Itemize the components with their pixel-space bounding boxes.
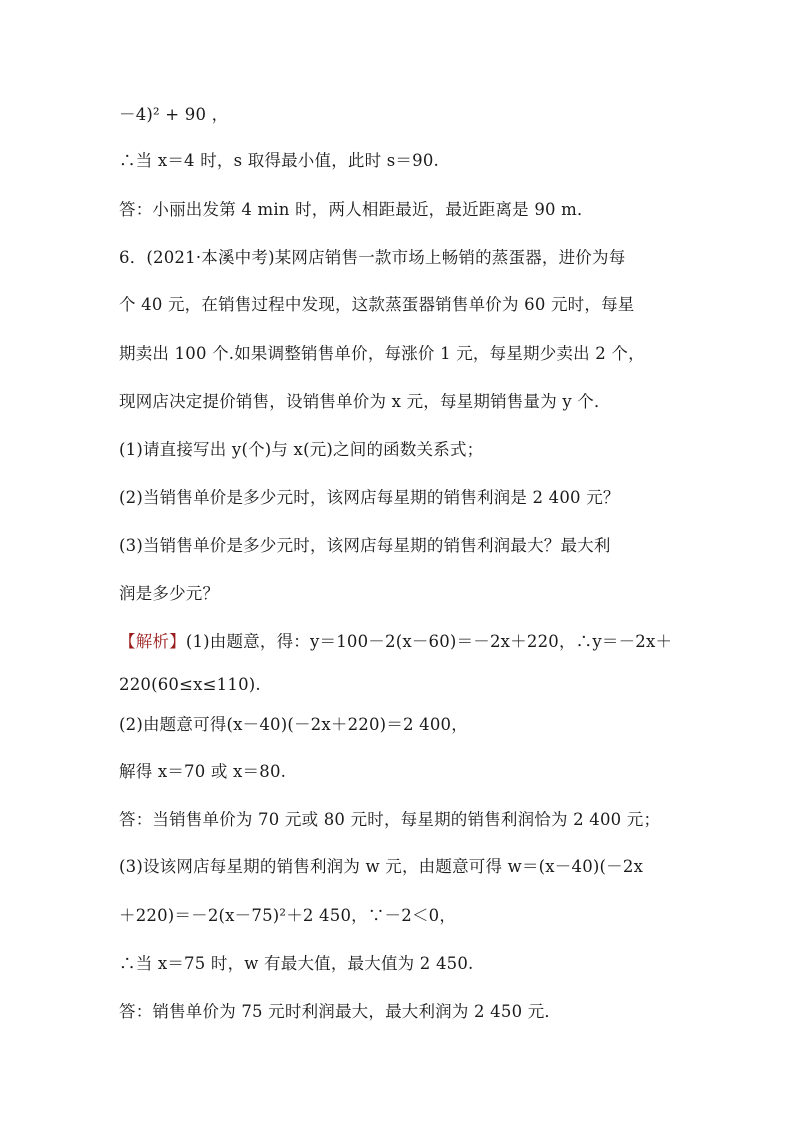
problem-6-line-3: 期卖出 100 个.如果调整销售单价，每涨价 1 元，每星期少卖出 2 个， <box>119 344 645 363</box>
analysis-text: (1)由题意，得：y＝100－2(x－60)＝－2x＋220，∴y＝－2x＋ <box>185 632 673 651</box>
analysis-tag: 【解析】 <box>119 632 186 651</box>
answer-3-line-1: (3)设该网店每星期的销售利润为 w 元，由题意可得 w＝(x－40)(－2x <box>119 857 644 876</box>
analysis-line-1 <box>119 630 672 654</box>
question-2: (2)当销售单价是多少元时，该网店每星期的销售利润是 2 400 元？ <box>119 488 620 507</box>
problem-6-line-2: 个 40 元，在销售过程中发现，这款蒸蛋器销售单价为 60 元时，每星 <box>119 295 635 314</box>
answer-3-conclusion: 答：销售单价为 75 元时利润最大，最大利润为 2 450 元． <box>119 1002 562 1021</box>
problem-6-line-1: 6．(2021·本溪中考)某网店销售一款市场上畅销的蒸蛋器，进价为每 <box>119 248 626 267</box>
question-3-line-2: 润是多少元？ <box>119 584 220 603</box>
line-3: 答：小丽出发第 4 min 时，两人相距最近，最近距离是 90 m． <box>119 200 594 219</box>
problem-6-line-4: 现网店决定提价销售，设销售单价为 x 元，每星期销售量为 y 个． <box>119 392 611 411</box>
answer-2-conclusion: 答：当销售单价为 70 元或 80 元时，每星期的销售利润恰为 2 400 元； <box>119 810 661 829</box>
answer-2-solution: 解得 x＝70 或 x＝80. <box>119 762 287 781</box>
answer-3-line-2: ＋220)＝－2(x－75)²＋2 450，∵－2＜0， <box>119 906 457 925</box>
answer-3-line-3: ∴当 x＝75 时，w 有最大值，最大值为 2 450. <box>119 954 474 973</box>
line-1: －4)² + 90 ， <box>119 105 229 124</box>
answer-2-equation: (2)由题意可得(x－40)(－2x＋220)＝2 400， <box>119 715 468 734</box>
question-1: (1)请直接写出 y(个)与 x(元)之间的函数关系式； <box>119 440 484 459</box>
analysis-line-2: 220(60≤x≤110). <box>119 675 261 694</box>
line-2: ∴当 x＝4 时，s 取得最小值，此时 s＝90. <box>119 151 439 170</box>
question-3-line-1: (3)当销售单价是多少元时，该网店每星期的销售利润最大？最大利 <box>119 536 611 555</box>
